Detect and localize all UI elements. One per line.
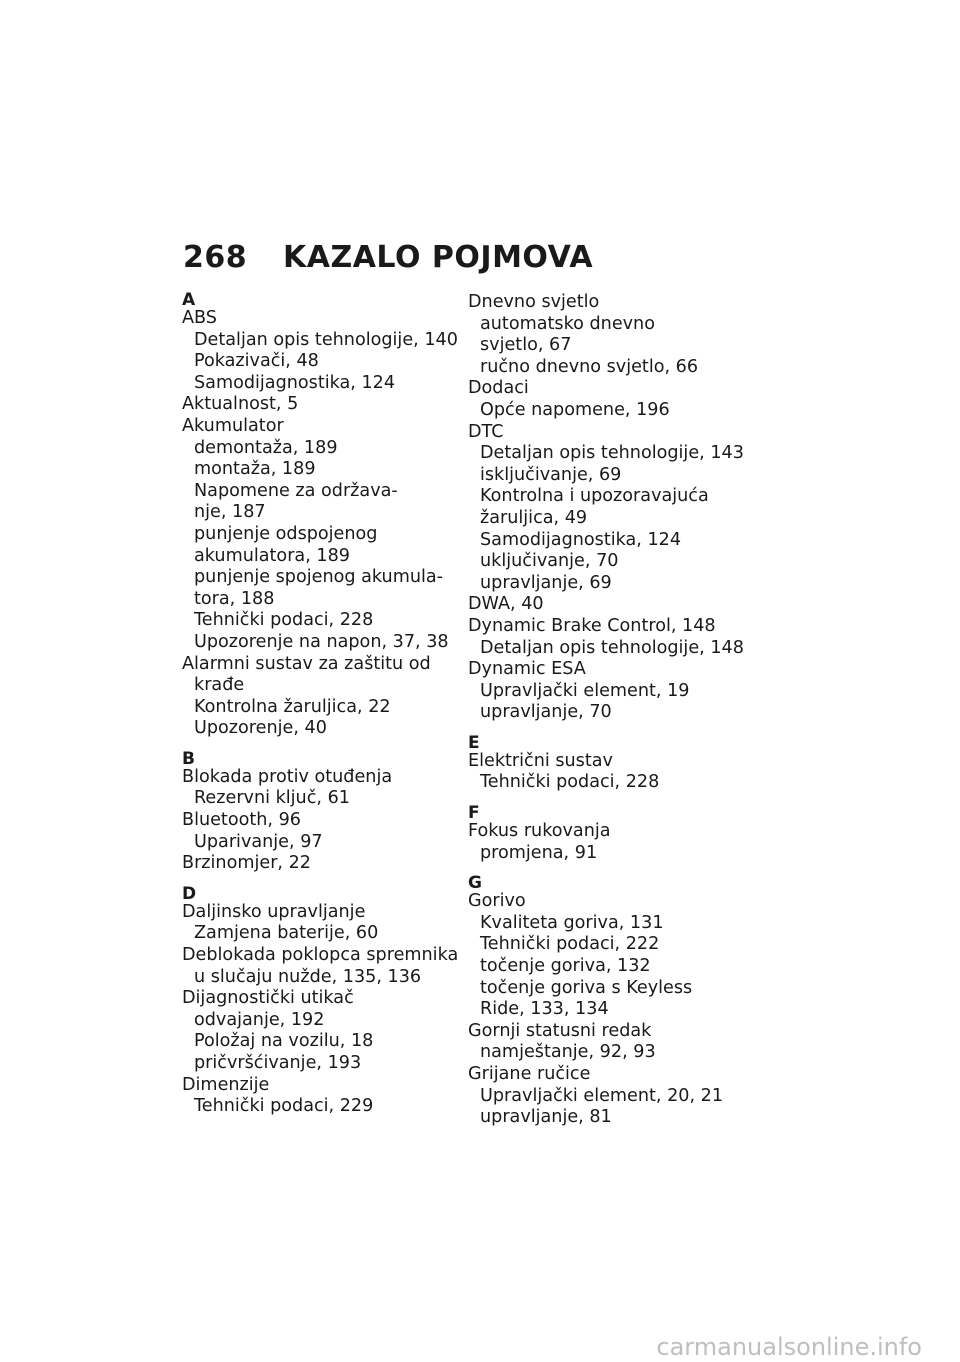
index-subentry: točenje goriva s Keyless (480, 977, 693, 998)
index-subentry: Opće napomene, 196 (480, 399, 670, 420)
index-subentry: Zamjena baterije, 60 (194, 923, 379, 944)
index-subentry: svjetlo, 67 (480, 335, 572, 356)
index-subentry: točenje goriva, 132 (480, 956, 651, 977)
index-entry: Fokus rukovanja (468, 821, 611, 842)
index-subentry: Kontrolna žaruljica, 22 (194, 696, 391, 717)
index-subentry: Kvaliteta goriva, 131 (480, 912, 664, 933)
index-subentry: upravljanje, 69 (480, 572, 612, 593)
index-entry: Aktualnost, 5 (182, 394, 299, 415)
index-letter: G (468, 873, 482, 894)
index-entry: Akumulator (182, 415, 284, 436)
index-letter: D (182, 883, 197, 904)
index-entry: Grijane ručice (468, 1064, 591, 1084)
index-subentry: upravljanje, 70 (480, 702, 612, 723)
index-entry: Dynamic ESA (468, 659, 586, 680)
index-subentry: Upravljački element, 19 (480, 680, 690, 701)
index-subentry: punjenje odspojenog (194, 523, 378, 544)
index-entry: Gorivo (468, 891, 526, 912)
index-subentry: u slučaju nužde, 135, 136 (194, 966, 422, 987)
index-entry: Dijagnostički utikač (182, 988, 354, 1009)
index-subentry: nje, 187 (194, 502, 266, 523)
index-subentry: Tehnički podaci, 229 (194, 1096, 374, 1117)
index-subentry: žaruljica, 49 (480, 507, 588, 528)
index-subentry: Upozorenje, 40 (194, 718, 327, 739)
index-subentry: Samodijagnostika, 124 (194, 372, 396, 393)
index-entry: Dnevno svjetlo (468, 292, 600, 312)
index-letter: A (182, 290, 196, 310)
index-subentry: ručno dnevno svjetlo, 66 (480, 356, 699, 377)
index-entry: Daljinsko upravljanje (182, 901, 366, 922)
index-subentry: promjena, 91 (480, 842, 598, 863)
index-letter: B (182, 748, 195, 769)
index-entry: DWA, 40 (468, 594, 544, 615)
index-entry: Dynamic Brake Control, 148 (468, 615, 716, 636)
page-title: KAZALO POJMOVA (283, 240, 594, 275)
index-entry: Električni sustav (468, 750, 613, 771)
index-subentry: Upravljački element, 20, 21 (480, 1085, 724, 1106)
watermark[interactable]: carmanualsonline.info (656, 1333, 922, 1361)
index-subentry: Uparivanje, 97 (194, 831, 323, 852)
index-subentry: Ride, 133, 134 (480, 999, 609, 1020)
index-subentry: Tehnički podaci, 228 (194, 610, 374, 631)
index-subentry: Detaljan opis tehnologije, 143 (480, 443, 744, 464)
index-subentry: Tehnički podaci, 222 (480, 934, 660, 955)
index-column-right (468, 292, 748, 1129)
index-letter: E (468, 732, 480, 753)
index-entry: Bluetooth, 96 (182, 810, 301, 831)
index-entry: Gornji statusni redak (468, 1020, 652, 1041)
index-entry: Alarmni sustav za zaštitu od (182, 653, 431, 674)
index-subentry: upravljanje, 81 (480, 1107, 612, 1128)
index-subentry: Detaljan opis tehnologije, 140 (194, 329, 458, 350)
index-entry: DTC (468, 421, 504, 442)
index-subentry: automatsko dnevno (480, 313, 655, 334)
index-subentry: akumulatora, 189 (194, 545, 350, 566)
index-entry: Deblokada poklopca spremnika (182, 945, 459, 966)
index-entry: Blokada protiv otuđenja (182, 766, 393, 787)
index-subentry: Upozorenje na napon, 37, 38 (194, 631, 449, 652)
index-subentry: pričvršćivanje, 193 (194, 1053, 362, 1073)
index-subentry: Rezervni ključ, 61 (194, 788, 350, 809)
page-header (183, 236, 593, 280)
index-subentry: Kontrolna i upozoravajuća (480, 486, 709, 507)
index-entry: Dimenzije (182, 1074, 270, 1095)
index-subentry: Detaljan opis tehnologije, 148 (480, 637, 744, 658)
index-subentry: Napomene za održava- (194, 480, 398, 501)
index-subentry: demontaža, 189 (194, 437, 338, 458)
index-subentry: krađe (194, 675, 245, 696)
index-entry: Dodaci (468, 378, 529, 399)
index-subentry: odvajanje, 192 (194, 1009, 325, 1030)
index-subentry: tora, 188 (194, 588, 275, 609)
page-number: 268 (183, 240, 248, 275)
index-subentry: Samodijagnostika, 124 (480, 529, 682, 550)
index-subentry: isključivanje, 69 (480, 464, 622, 485)
index-entry: Brzinomjer, 22 (182, 853, 311, 874)
index-subentry: punjenje spojenog akumula- (194, 567, 444, 588)
index-subentry: Položaj na vozilu, 18 (194, 1031, 374, 1052)
index-entry: ABS (182, 308, 217, 328)
index-subentry: montaža, 189 (194, 459, 316, 480)
index-subentry: Pokazivači, 48 (194, 351, 319, 372)
index-column-left (182, 292, 462, 1118)
index-subentry: namještanje, 92, 93 (480, 1042, 656, 1063)
index-letter: F (468, 803, 480, 824)
index-subentry: uključivanje, 70 (480, 551, 619, 572)
index-subentry: Tehnički podaci, 228 (480, 772, 660, 793)
